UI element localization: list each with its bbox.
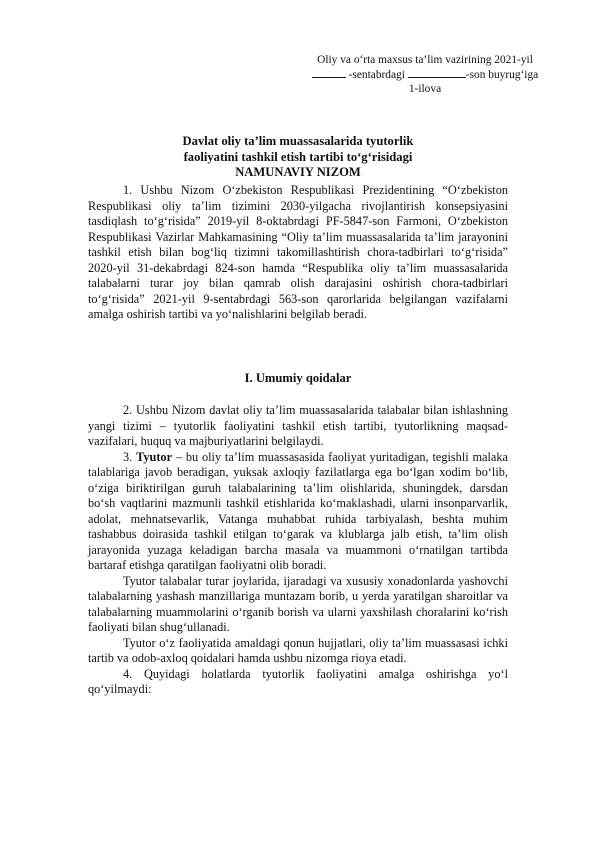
section-heading-general: I. Umumiy qoidalar [244,371,352,385]
paragraph-5: Tyutor o‘z faoliyatida amaldagi qonun hujjatlari, oliy ta’lim muassasasi ichki tartib va odob-axloq qoidalari hamda ushbu nizomga rioya etadi. [88,635,508,665]
paragraph-3-number: 3. [123,449,133,464]
header-line-1: Oliy va o‘rta maxsus ta’lim vazirining 2021-yil [317,54,533,66]
paragraph-3-term: Tyutor [136,449,173,464]
header-line-3: 1-ilova [408,83,442,95]
title-line-3: NAMUNAVIY NIZOM [235,165,361,179]
order-annex-header [305,53,545,96]
paragraph-3 [88,450,508,574]
document-title [88,134,508,181]
paragraph-6: 4. Quyidagi holatlarda tyutorlik faoliyatini amalga oshirishga yo‘l qo‘yilmaydi: [88,666,508,696]
header-line-2-mid: -sentabrdagi [348,69,405,81]
intro-section [88,183,508,323]
date-blank [312,67,346,78]
header-line-2 [305,67,545,82]
title-line-2: faoliyatini tashkil etish tartibi to‘g‘risidagi [183,149,413,164]
paragraph-4: Tyutor talabalar turar joylarida, ijaradagi va xususiy xonadonlarda yashovchi talabalarning yashash manzillariga muntazam borib, u yerda yaratilgan sharoitlar va talabalarning muammolarini o‘rganib borish va ularni yaxshilash choralarini ko‘rish faoliyati bilan shug‘ullanadi. [88,573,508,634]
paragraph-2: 2. Ushbu Nizom davlat oliy ta’lim muassasalarida talabalar bilan ishlashning yangi tizimi – tyutorlik faoliyatini tashkil etish tartibi, tyutorlikning maqsad-vazifalari, huquq va majburiyatlarini belgilaydi. [88,403,508,448]
title-line-1: Davlat oliy ta’lim muassasalarida tyutorlik [182,134,414,148]
general-section [88,403,508,698]
number-blank [408,67,466,78]
paragraph-1: 1. Ushbu Nizom O‘zbekiston Respublikasi Prezidentining “O‘zbekiston Respublikasi oliy ta’lim tizimini 2030-yilgacha rivojlantirish konsepsiyasini tasdiqlash to‘g‘risida” 2019-yil 8-oktabrdagi PF-5847-son Farmoni, O‘zbekiston Respublikasi Vazirlar Mahkamasining “Oliy ta’lim muassasalarida ta’lim jarayonini tashkil etish bilan bog‘liq tizimni takomillashtirish chora-tadbirlari to‘g‘risida” 2020-yil 31-dekabrdagi 824-son hamda “Respublika oliy ta’lim muassasalarida talabalarni turar joy bilan qamrab olish darajasini oshirish chora-tadbirlari to‘g‘risida” 2021-yil 9-sentabrdagi 563-son qarorlarida belgilangan vazifalarni amalga oshirish tartibi va yo‘nalishlarini belgilab beradi. [88,183,508,321]
header-line-2-post: -son buyrug‘iga [465,69,539,81]
paragraph-3-text: – bu oliy ta’lim muassasasida faoliyat yuritadigan, tegishli malaka talablariga javob beradigan, yuksak axloqiy fazilatlarga ega bo‘lgan xodim bo‘lib, o‘ziga biriktirilgan guruh talabalarining ta’lim olishlarida, shuningdek, darsdan bo‘sh vaqtlarini mazmunli tashkil etishlarida ko‘maklashadi, ularni insonparvarlik, adolat, mehnatsevarlik, Vatanga muhabbat ruhida tarbiyalash, beshta muhim tashabbus doirasida tashkil etilgan to‘garak va klublarga jalb etish, ta’lim olish jarayonida yuzaga keladigan barcha masala va muammoni o‘rnatilgan tartibda bartaraf etishga qaratilgan faoliyatni olib boradi. [88,449,508,572]
